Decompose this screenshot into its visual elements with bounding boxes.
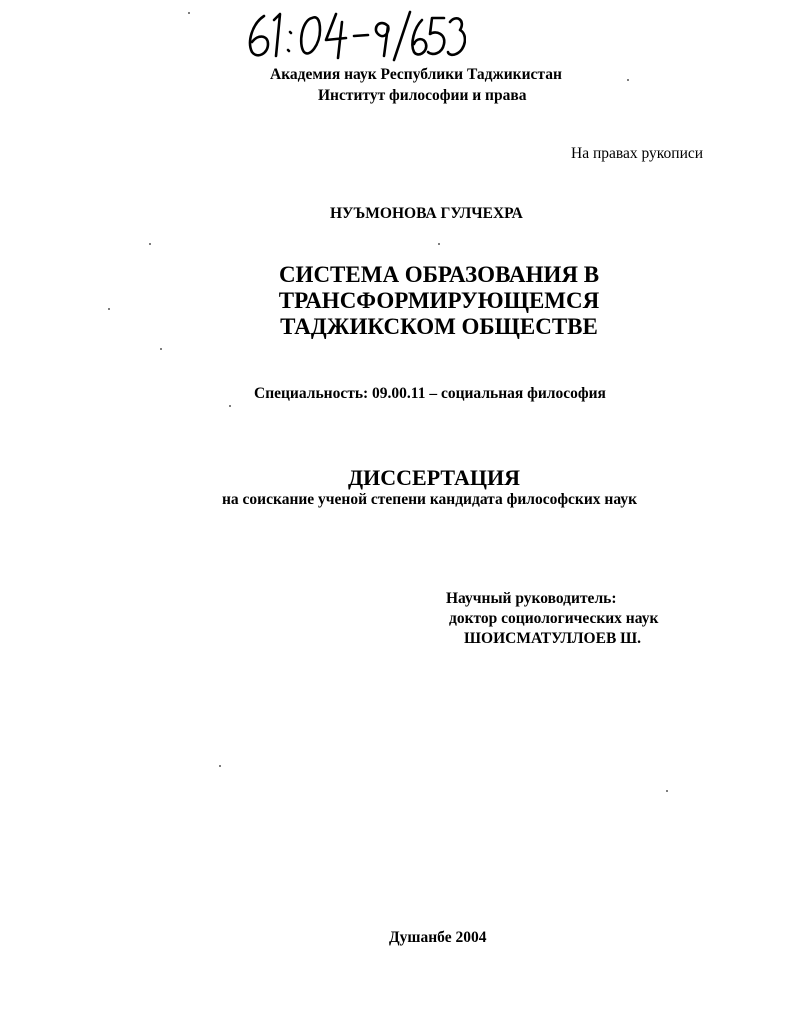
scan-speck — [188, 12, 190, 14]
handwritten-archive-code — [238, 4, 466, 64]
dissertation-title — [0, 262, 795, 340]
dissertation-subtitle: на соискание ученой степени кандидата философских наук — [222, 491, 637, 508]
advisor-degree: доктор социологических наук — [449, 610, 659, 627]
scan-speck — [219, 765, 221, 767]
city-year: Душанбе 2004 — [389, 929, 487, 946]
advisor-name: ШОИСМАТУЛЛОЕВ Ш. — [464, 630, 642, 647]
handwritten-code-drawing — [238, 4, 466, 64]
author-name: НУЪМОНОВА ГУЛЧЕХРА — [330, 205, 523, 222]
manuscript-rights-note: На правах рукописи — [571, 145, 704, 162]
institution-line-institute: Институт философии и права — [318, 87, 527, 104]
scan-speck — [627, 79, 629, 81]
institution-line-academy: Академия наук Республики Таджикистан — [270, 66, 562, 83]
scan-speck — [666, 790, 668, 792]
title-line: ТРАНСФОРМИРУЮЩЕМСЯ — [278, 288, 600, 313]
scan-speck — [438, 243, 440, 245]
scan-speck — [149, 243, 151, 245]
title-line: ТАДЖИКСКОМ ОБЩЕСТВЕ — [280, 314, 598, 339]
specialty-line: Специальность: 09.00.11 – социальная философия — [254, 385, 606, 402]
title-line: СИСТЕМА ОБРАЗОВАНИЯ В — [278, 262, 600, 287]
scan-speck — [160, 348, 162, 350]
advisor-label: Научный руководитель: — [446, 590, 617, 607]
scan-speck — [229, 405, 231, 407]
scan-speck — [108, 308, 110, 310]
dissertation-heading: ДИССЕРТАЦИЯ — [348, 465, 520, 490]
